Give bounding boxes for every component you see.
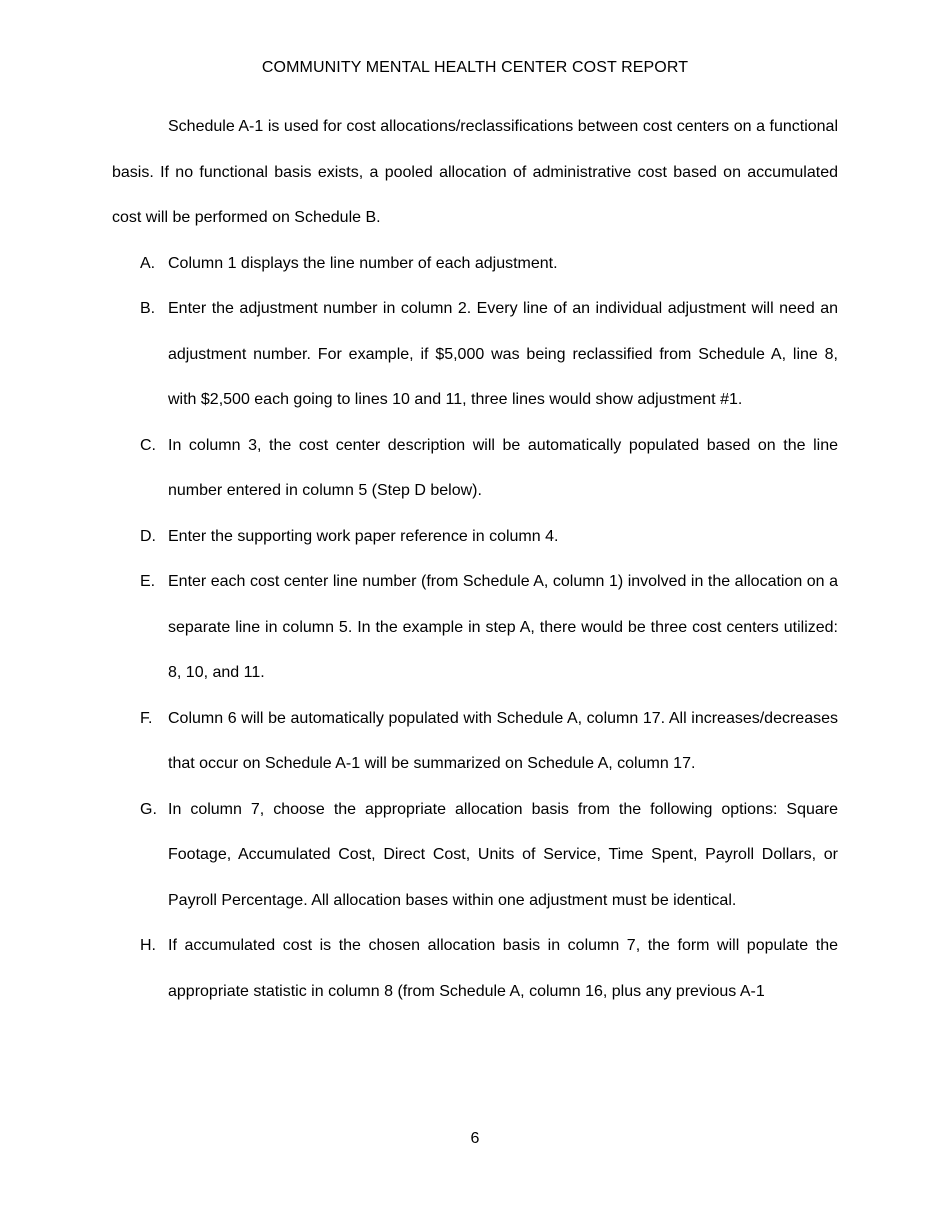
list-item-text: Column 1 displays the line number of each adjustment. [168, 254, 558, 272]
list-item [112, 696, 838, 787]
page-number: 6 [470, 1130, 480, 1147]
list-item [112, 241, 838, 287]
list-item [112, 514, 838, 560]
list-marker: E. [140, 573, 156, 590]
list-marker: H. [140, 937, 156, 954]
list-item-text: Column 6 will be automatically populated with Schedule A, column 17. All increases/decreases that occur on Schedule A-1 will be summarized on Schedule A, column 17. [168, 709, 838, 772]
list-item [112, 923, 838, 1014]
instruction-list [112, 241, 838, 1015]
list-item [112, 559, 838, 696]
list-item-text: In column 7, choose the appropriate allocation basis from the following options: Square Footage, Accumulated Cost, Direct Cost, Units of Service, Time Spent, Payroll Dollars, or Payroll Percentage. All allocation bases within one adjustment must be identical. [168, 800, 838, 909]
page-header: COMMUNITY MENTAL HEALTH CENTER COST REPORT [261, 59, 689, 76]
list-marker: C. [140, 436, 156, 454]
list-marker: A. [140, 254, 156, 272]
list-item-text: In column 3, the cost center description will be automatically populated based on the line number entered in column 5 (Step D below). [168, 436, 838, 499]
list-marker: B. [140, 300, 156, 317]
list-marker: D. [140, 527, 156, 545]
document-body [112, 104, 838, 1014]
intro-paragraph: Schedule A-1 is used for cost allocations/reclassifications between cost centers on a functional basis. If no functional basis exists, a pooled allocation of administrative cost based on accumulated cost will be performed on Schedule B. [112, 118, 838, 226]
list-item [112, 286, 838, 423]
list-marker: F. [140, 709, 153, 727]
list-item [112, 787, 838, 924]
list-item-text: Enter each cost center line number (from Schedule A, column 1) involved in the allocation on a separate line in column 5. In the example in step A, there would be three cost centers utilized: 8, 10, and 11. [168, 573, 838, 681]
list-item-text: If accumulated cost is the chosen allocation basis in column 7, the form will populate the appropriate statistic in column 8 (from Schedule A, column 16, plus any previous A-1 [168, 937, 838, 1000]
list-marker: G. [140, 800, 157, 818]
list-item-text: Enter the supporting work paper reference in column 4. [168, 527, 559, 545]
list-item [112, 423, 838, 514]
list-item-text: Enter the adjustment number in column 2. Every line of an individual adjustment will need an adjustment number. For example, if $5,000 was being reclassified from Schedule A, line 8, with $2,500 each going to lines 10 and 11, three lines would show adjustment #1. [168, 300, 838, 408]
